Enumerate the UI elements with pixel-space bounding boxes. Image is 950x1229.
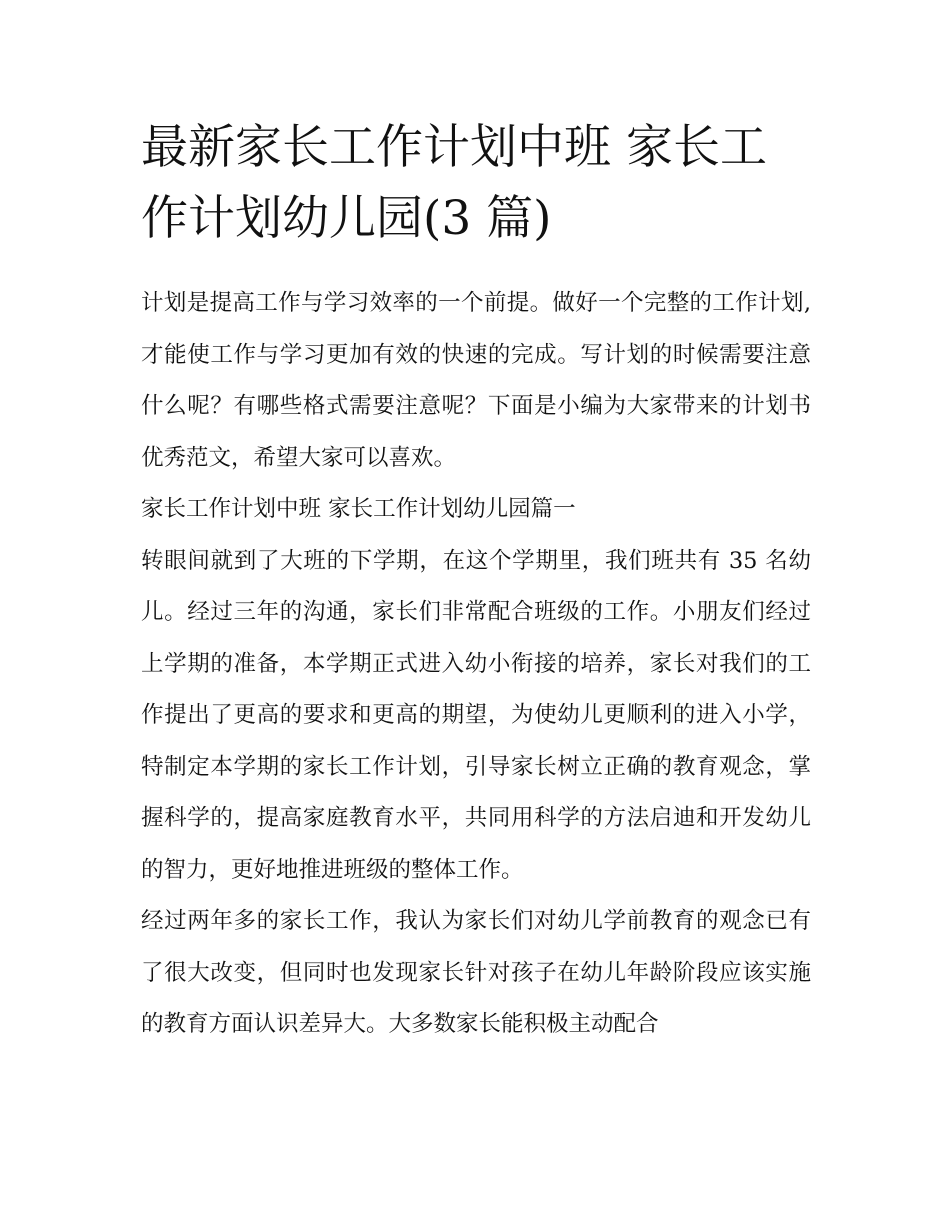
document-page [141,112,811,1051]
body-paragraph: 经过两年多的家长工作，我认为家长们对幼儿学前教育的观念已有了很大改变，但同时也发现家长针对孩子在幼儿年龄阶段应该实施的教育方面认识差异大。大多数家长能积极主动配合 [141,908,811,1037]
body-paragraph: 转眼间就到了大班的下学期，在这个学期里，我们班共有 35 名幼儿。经过三年的沟通，家长们非常配合班级的工作。小朋友们经过上学期的准备，本学期正式进入幼小衔接的培养，家长对我们的工作提出了更高的要求和更高的期望，为使幼儿更顺利的进入小学，特制定本学期的家长工作计划，引导家长树立正确的教育观念，掌握科学的，提高家庭教育水平，共同用科学的方法启迪和开发幼儿的智力，更好地推进班级的整体工作。 [141,547,811,883]
section-heading: 家长工作计划中班 家长工作计划幼儿园篇一 [141,496,576,522]
document-title: 最新家长工作计划中班 家长工作计划幼儿园(3 篇) [141,120,767,246]
intro-paragraph: 计划是提高工作与学习效率的一个前提。做好一个完整的工作计划,才能使工作与学习更加有效的快速的完成。写计划的时候需要注意什么呢？有哪些格式需要注意呢？下面是小编为大家带来的计划书优秀范文，希望大家可以喜欢。 [141,290,811,471]
